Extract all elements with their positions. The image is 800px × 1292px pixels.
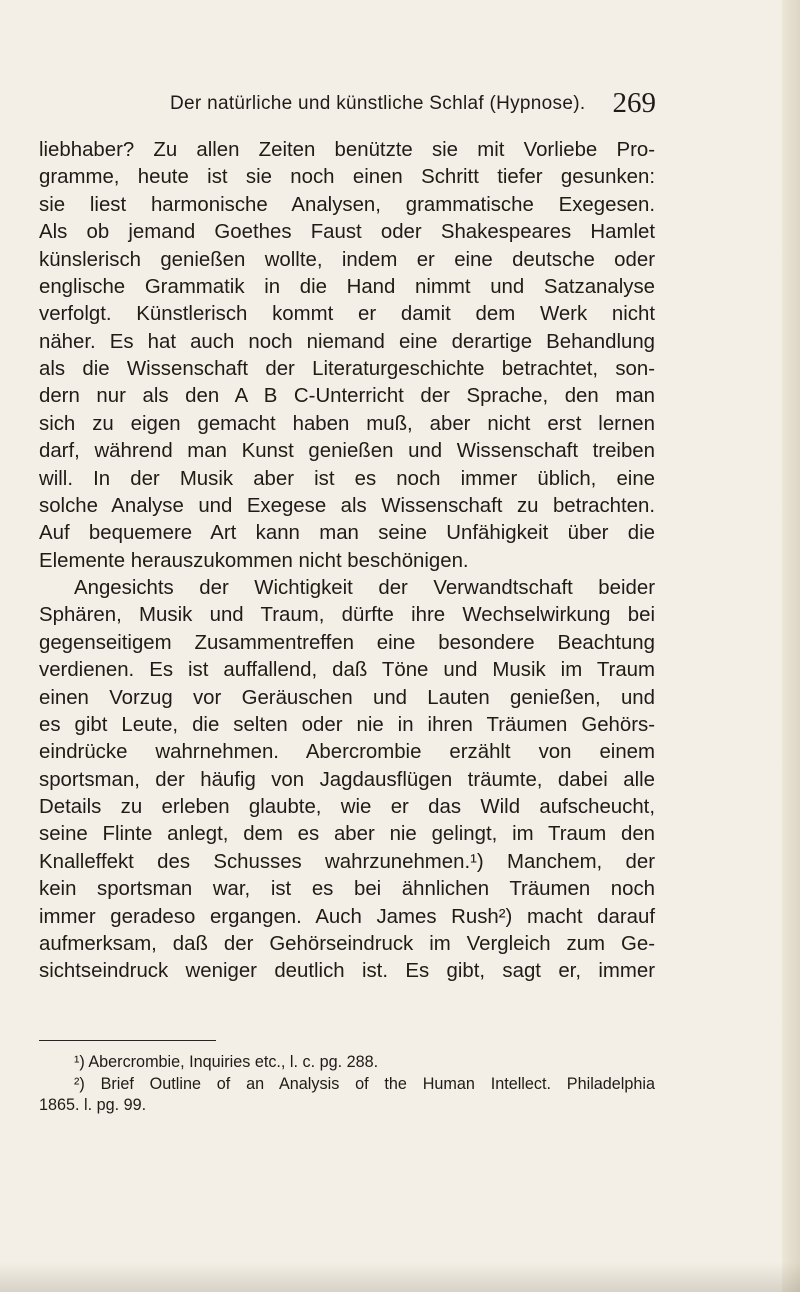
text-line: als die Wissenschaft der Literaturgeschichte betrachtet, son- xyxy=(39,358,655,380)
text-line: sich zu eigen gemacht haben muß, aber nicht erst lernen xyxy=(39,412,655,435)
text-line: immer geradeso ergangen. Auch James Rush²) macht darauf xyxy=(39,905,655,928)
text-line: es gibt Leute, die selten oder nie in ihren Träumen Gehörs- xyxy=(39,713,655,736)
paragraph-start-line: Angesichts der Wichtigkeit der Verwandtschaft beider xyxy=(74,577,655,599)
text-line: Auf bequemere Art kann man seine Unfähigkeit über die xyxy=(39,522,655,545)
page-shadow xyxy=(0,1262,800,1292)
text-line: Sphären, Musik und Traum, dürfte ihre Wechselwirkung bei xyxy=(39,604,655,627)
footnote-2-continuation: 1865. l. pg. 99. xyxy=(39,1096,147,1114)
text-line: englische Grammatik in die Hand nimmt und Satzanalyse xyxy=(39,275,655,298)
text-line: darf, während man Kunst genießen und Wissenschaft treiben xyxy=(39,440,655,463)
text-line: seine Flinte anlegt, dem es aber nie gelingt, im Traum den xyxy=(39,823,655,846)
footnote-2: ²) Brief Outline of an Analysis of the Human Intellect. Philadelphia xyxy=(74,1074,655,1093)
running-title: Der natürliche und künstliche Schlaf (Hypnose). xyxy=(170,93,586,114)
page-edge xyxy=(782,0,800,1292)
text-line: verdienen. Es ist auffallend, daß Töne und Musik im Traum xyxy=(39,659,655,682)
text-line: eindrücke wahrnehmen. Abercrombie erzählt von einem xyxy=(39,741,655,764)
text-line: gramme, heute ist sie noch einen Schritt tiefer gesunken: xyxy=(39,166,655,189)
text-line: einen Vorzug vor Geräuschen und Lauten genießen, und xyxy=(39,686,655,709)
text-line: künslerisch genießen wollte, indem er eine deutsche oder xyxy=(39,248,655,271)
footnote-1: ¹) Abercrombie, Inquiries etc., l. c. pg. 288. xyxy=(74,1053,379,1071)
text-line: liebhaber? Zu allen Zeiten benützte sie mit Vorliebe Pro- xyxy=(39,139,655,161)
text-line: sie liest harmonische Analysen, grammatische Exegesen. xyxy=(39,193,655,216)
body-text xyxy=(39,137,655,986)
text-line: dern nur als den A B C-Unterricht der Sprache, den man xyxy=(39,385,655,408)
footnote-separator xyxy=(39,1040,216,1041)
page-header xyxy=(170,87,656,132)
text-line: will. In der Musik aber ist es noch immer üblich, eine xyxy=(39,467,655,490)
text-line: sichtseindruck weniger deutlich ist. Es gibt, sagt er, immer xyxy=(39,960,655,983)
text-line: verfolgt. Künstlerisch kommt er damit dem Werk nicht xyxy=(39,303,655,326)
text-line: gegenseitigem Zusammentreffen eine besondere Beachtung xyxy=(39,631,655,654)
text-line: näher. Es hat auch noch niemand eine derartige Behandlung xyxy=(39,330,655,353)
text-line: solche Analyse und Exegese als Wissenschaft zu betrachten. xyxy=(39,494,655,517)
paragraph-end-line: Elemente herauszukommen nicht beschönigen. xyxy=(39,549,469,572)
text-line: Als ob jemand Goethes Faust oder Shakespeares Hamlet xyxy=(39,221,655,244)
text-line: aufmerksam, daß der Gehörseindruck im Vergleich zum Ge- xyxy=(39,932,655,955)
text-line: Details zu erleben glaubte, wie er das Wild aufscheucht, xyxy=(39,796,655,818)
text-line: kein sportsman war, ist es bei ähnlichen Träumen noch xyxy=(39,878,655,901)
text-line: Knalleffekt des Schusses wahrzunehmen.¹) Manchem, der xyxy=(39,850,655,873)
footnotes xyxy=(39,1052,655,1117)
text-line: sportsman, der häufig von Jagdausflügen träumte, dabei alle xyxy=(39,768,655,791)
page-number: 269 xyxy=(612,87,656,119)
